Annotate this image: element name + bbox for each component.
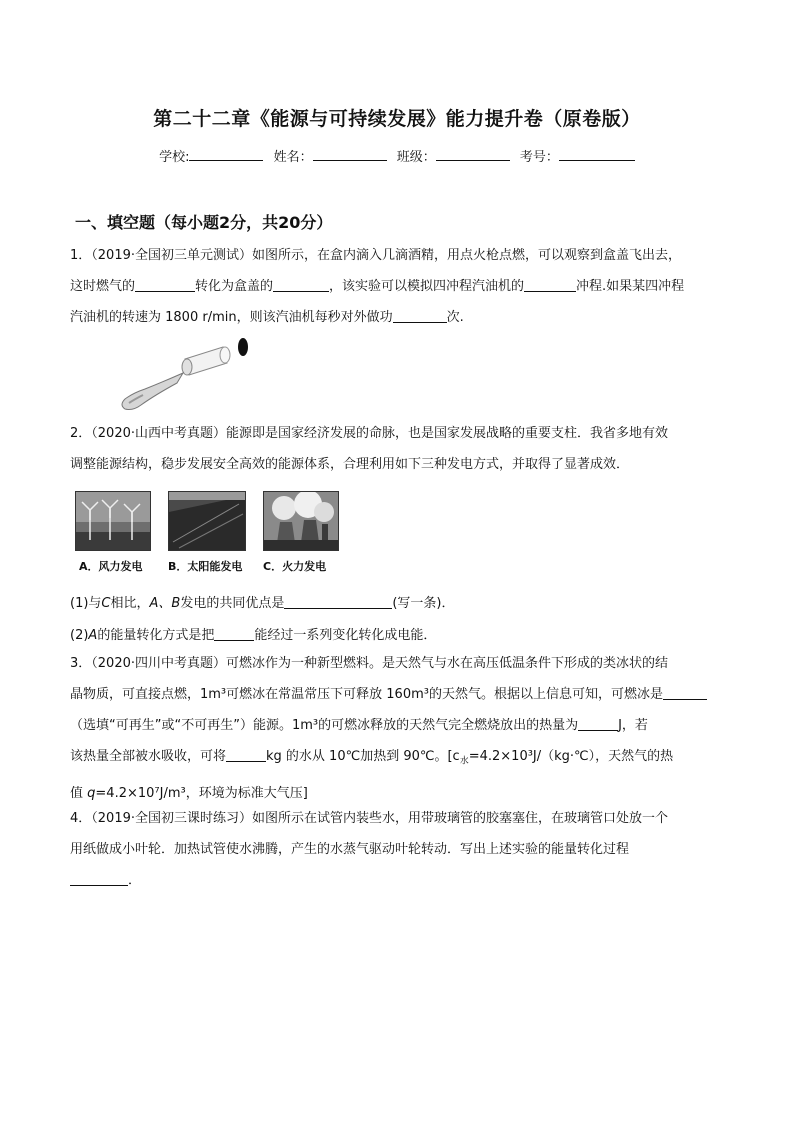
- q2-text: C: [101, 596, 111, 611]
- q2-text: 相比，: [110, 596, 150, 611]
- q1-text: ，该实验可以模拟四冲程汽油机的: [329, 279, 525, 294]
- q2-text: (1)与: [70, 596, 102, 611]
- q3-text: 该热量全部被水吸收，可将: [70, 749, 227, 764]
- q2-sub-1: [70, 592, 455, 611]
- q3-text: q: [87, 785, 96, 801]
- q1-line-3: [70, 302, 730, 333]
- class-blank[interactable]: [436, 148, 510, 161]
- q3-line-1: 3．（2020·四川中考真题）可燃冰作为一种新型燃料。是天然气与水在高压低温条件下形成的类冰状的结: [70, 656, 668, 671]
- thermal-power-photo: [263, 491, 339, 551]
- number-blank[interactable]: [559, 148, 635, 161]
- q3-line-4: [70, 741, 730, 778]
- q2-line-1: 2．（2020·山西中考真题）能源即是国家经济发展的命脉，也是国家发展战略的重要支柱．我省多地有效: [70, 426, 668, 441]
- section-heading: 一、填空题（每小题2分，共20分）: [75, 213, 333, 232]
- answer-blank[interactable]: [70, 872, 128, 886]
- q3-text: 值: [70, 785, 88, 801]
- q4-line-3: [70, 865, 730, 896]
- igniter-box-figure: [115, 333, 265, 413]
- answer-blank[interactable]: [214, 627, 254, 641]
- question-1: [70, 240, 730, 333]
- q2-text: (写一条)．: [392, 596, 455, 611]
- student-info-line: [0, 146, 794, 165]
- q1-text: 转化为盒盖的: [195, 279, 274, 294]
- wind-power-photo: [75, 491, 151, 551]
- answer-blank[interactable]: [226, 748, 266, 762]
- lid-icon: [238, 338, 248, 356]
- igniter-gun-icon: [122, 373, 183, 410]
- q1-text: 汽油机的转速为 1800 r/min，则该汽油机每秒对外做功: [70, 310, 393, 325]
- caption-wind: A．风力发电: [79, 560, 143, 573]
- q2-text: A、B: [149, 596, 181, 611]
- school-blank[interactable]: [189, 148, 263, 161]
- question-4: [70, 803, 730, 896]
- question-2: [70, 418, 730, 480]
- class-label: 班级：: [396, 150, 436, 165]
- q3-text: =4.2×10⁷J/m³，环境为标准大气压]: [95, 785, 308, 801]
- q1-text: 次.: [446, 310, 464, 325]
- q4-line-1: 4．（2019·全国初三课时练习）如图所示在试管内装些水，用带玻璃管的胶塞塞住，在玻璃管口处放一个: [70, 811, 668, 826]
- solar-power-photo: [168, 491, 246, 551]
- q1-text: 冲程.如果某四冲程: [576, 279, 685, 294]
- q2-text: 能经过一系列变化转化成电能．: [254, 628, 437, 643]
- q1-text: 这时燃气的: [70, 279, 136, 294]
- answer-blank[interactable]: [135, 278, 195, 292]
- box-icon: [182, 347, 230, 375]
- answer-blank[interactable]: [273, 278, 329, 292]
- page-title: 第二十二章《能源与可持续发展》能力提升卷（原卷版）: [153, 108, 641, 130]
- name-blank[interactable]: [313, 148, 387, 161]
- school-label: 学校:: [159, 150, 190, 165]
- caption-solar: B．太阳能发电: [168, 560, 243, 573]
- q3-text: 水: [459, 756, 469, 767]
- q1-line-2: [70, 271, 730, 302]
- q2-sub-2: [70, 624, 436, 643]
- answer-blank[interactable]: [578, 717, 618, 731]
- answer-blank[interactable]: [284, 595, 392, 609]
- q2-text: A: [88, 628, 98, 643]
- name-label: 姓名：: [273, 150, 313, 165]
- question-3: [70, 648, 730, 809]
- q2-text: (2): [70, 628, 89, 643]
- q4-line-2: 用纸做成小叶轮．加热试管使水沸腾，产生的水蒸气驱动叶轮转动．写出上述实验的能量转化过程: [70, 842, 630, 857]
- number-label: 考号：: [519, 150, 559, 165]
- q3-text: J，若: [618, 718, 648, 733]
- caption-thermal: C．火力发电: [263, 560, 327, 573]
- q4-text: ．: [128, 873, 142, 888]
- answer-blank[interactable]: [663, 686, 707, 700]
- answer-blank[interactable]: [393, 309, 447, 323]
- q3-text: （选填“可再生”或“不可再生”）能源。1m³的可燃冰释放的天然气完全燃烧放出的热量为: [70, 718, 579, 733]
- q3-text: =4.2×10³J/（kg·℃），天然气的热: [468, 749, 674, 764]
- q3-text: kg 的水从 10℃加热到 90℃。[c: [266, 749, 460, 764]
- answer-blank[interactable]: [524, 278, 576, 292]
- q3-line-3: [70, 710, 730, 741]
- q2-line-2: 调整能源结构，稳步发展安全高效的能源体系，合理利用如下三种发电方式，并取得了显著成效．: [70, 457, 630, 472]
- q3-line-2: [70, 679, 730, 710]
- q3-text: 晶物质，可直接点燃，1m³可燃冰在常温常压下可释放 160m³的天然气。根据以上信息可知，可燃冰是: [70, 687, 663, 702]
- q2-text: 的能量转化方式是把: [97, 628, 215, 643]
- q1-line-1: 1．（2019·全国初三单元测试）如图所示，在盒内滴入几滴酒精，用点火枪点燃，可以观察到盒盖飞出去，: [70, 248, 681, 263]
- q2-text: 发电的共同优点是: [180, 596, 285, 611]
